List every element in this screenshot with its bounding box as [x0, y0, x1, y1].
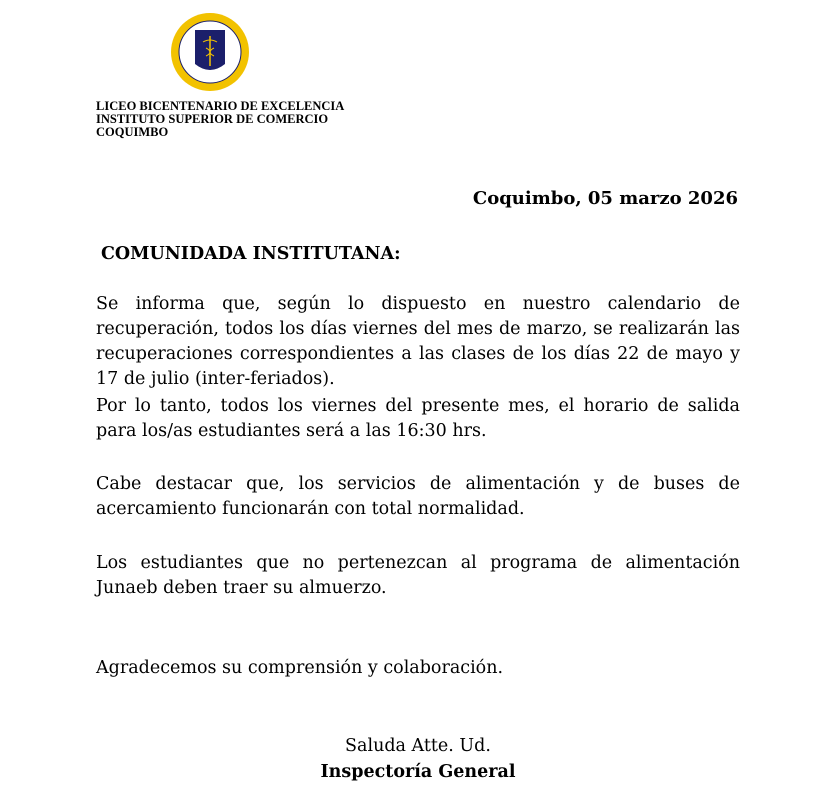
closing: Saluda Atte. Ud.: [345, 736, 491, 756]
paragraph: Cabe destacar que, los servicios de alimentación y de buses de acercamiento funcionarán con total normalidad.: [96, 474, 740, 519]
greeting: COMUNIDADA INSTITUTANA:: [101, 244, 401, 264]
paragraph: Agradecemos su comprensión y colaboración.: [96, 658, 504, 678]
institution-name: [96, 100, 344, 139]
paragraph: Se informa que, según lo dispuesto en nuestro calendario de recuperación, todos los días viernes del mes de marzo, se realizarán las recuperaciones correspondientes a las clases de los días 22 de mayo y 17 de julio (inter-feriados).: [96, 294, 740, 389]
letter-date: Coquimbo, 05 marzo 2026: [472, 188, 738, 209]
signature: Inspectoría General: [320, 762, 516, 782]
institution-line: LICEO BICENTENARIO DE EXCELENCIA: [96, 99, 345, 113]
paragraph: Por lo tanto, todos los viernes del presente mes, el horario de salida para los/as estudiantes será a las 16:30 hrs.: [96, 396, 740, 441]
school-logo: [170, 12, 250, 92]
paragraph: Los estudiantes que no pertenezcan al programa de alimentación Junaeb deben traer su almuerzo.: [96, 553, 740, 598]
institution-line: INSTITUTO SUPERIOR DE COMERCIO: [96, 112, 329, 126]
institution-line: COQUIMBO: [96, 125, 169, 139]
